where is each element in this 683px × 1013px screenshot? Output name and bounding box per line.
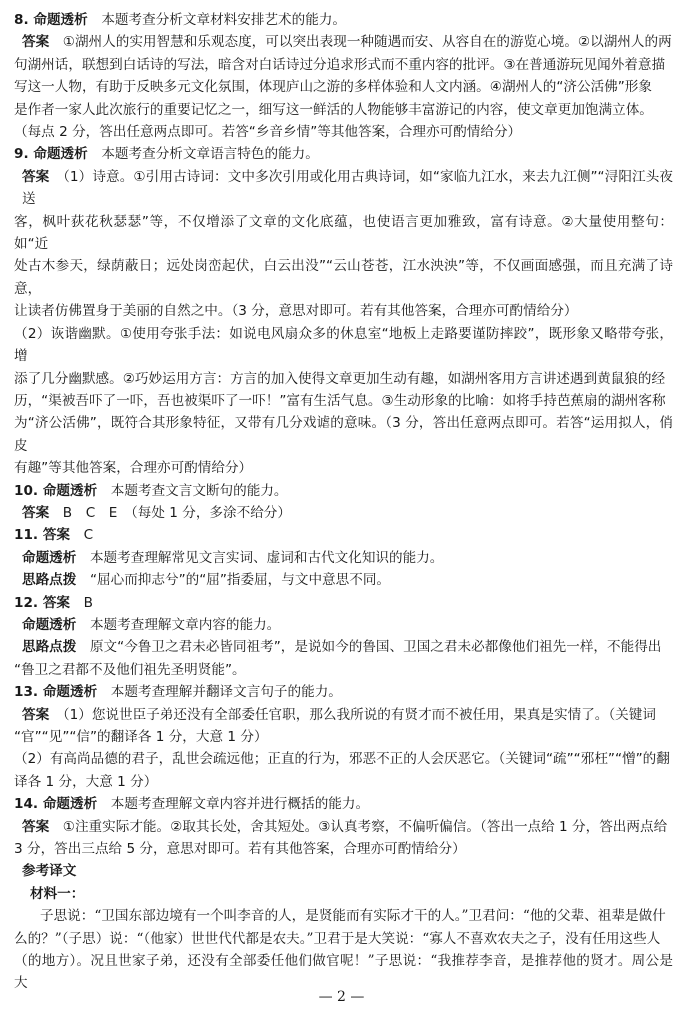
text-line <box>14 771 673 793</box>
text-line <box>14 793 673 815</box>
section-label: 答案 <box>22 34 50 51</box>
text-line <box>14 255 673 300</box>
line-text: 子思说：“卫国东部边境有一个叫李音的人，是贤能而有实际才干的人。”卫君问：“他的父辈、祖辈是做什 <box>40 908 666 925</box>
line-text: 让读者仿佛置身于美丽的自然之中。（3 分，意思对即可。若有其他答案，合理亦可酌情给分） <box>14 303 578 320</box>
section-label: 参考译文 <box>22 863 77 880</box>
text-line <box>14 681 673 703</box>
text-line <box>14 121 673 143</box>
section-label: 12. 答案 <box>14 594 71 611</box>
line-text: 本题考查理解常见文言实词、虚词和古代文化知识的能力。 <box>76 549 444 566</box>
line-text: 本题考查理解文章内容的能力。 <box>76 616 281 633</box>
text-line <box>14 99 673 121</box>
text-line <box>14 457 673 479</box>
section-label: 11. 答案 <box>14 527 71 544</box>
text-line <box>14 480 673 502</box>
section-label: 材料一： <box>30 885 85 902</box>
section-label: 答案 <box>22 706 50 723</box>
line-text: 句湖州话，联想到白话诗的写法，暗含对白话诗过分追求形式而不重内容的批评。③在普通游玩见闻外着意描 <box>14 56 666 73</box>
section-label: 8. 命题透析 <box>14 12 88 28</box>
line-text: 写这一人物，有助于反映多元文化氛围，体现庐山之游的多样体验和人文内涵。④湖州人的“济公活佛”形象 <box>14 79 652 96</box>
line-text: 3 分，答出三点给 5 分，意思对即可。若有其他答案，合理亦可酌情给分） <box>14 841 466 858</box>
text-line <box>14 883 673 905</box>
text-line <box>14 659 673 681</box>
line-text: 译各 1 分，大意 1 分） <box>14 773 158 790</box>
text-line <box>14 412 673 457</box>
text-line <box>14 31 673 53</box>
text-line <box>14 636 673 658</box>
line-text: 本题考查分析文章语言特色的能力。 <box>87 146 319 163</box>
section-label: 答案 <box>22 504 50 521</box>
section-label: 答案 <box>22 818 50 835</box>
text-line <box>14 592 673 614</box>
line-text: 本题考查理解文章内容并进行概括的能力。 <box>97 796 370 813</box>
answer-key-text <box>14 9 673 995</box>
line-text: 是作者一家人此次旅行的重要记忆之一，细写这一鲜活的人物能够丰富游记的内容，使文章更加饱满立体。 <box>14 101 653 118</box>
text-line <box>14 143 673 165</box>
section-label: 思路点拨 <box>22 572 77 589</box>
line-text: “鲁卫之君都不及他们祖先圣明贤能”。 <box>14 661 246 678</box>
line-text: “屈心而抑志兮”的“屈”指委屈，与文中意思不同。 <box>76 572 391 589</box>
line-text: （1）您说世臣子弟还没有全部委任官职，那么我所说的有贤才而不被任用，果真是实情了。（关键词 <box>49 706 656 723</box>
line-text: 原文“今鲁卫之君未必皆同祖考”，是说如今的鲁国、卫国之君未必都像他们祖先一样，不能得出 <box>76 639 662 656</box>
line-text: 么的？”（子思）说：“（他家）世世代代都是农夫。”卫君于是大笑说：“寡人不喜欢农夫之子，没有任用这些人 <box>14 930 661 947</box>
text-line <box>14 368 673 390</box>
line-text: “官”“见”“信”的翻译各 1 分，大意 1 分） <box>14 729 268 745</box>
section-label: 13. 命题透析 <box>14 684 98 701</box>
section-label: 14. 命题透析 <box>14 796 98 813</box>
text-line <box>14 748 673 770</box>
line-text: 本题考查文言文断句的能力。 <box>97 482 288 499</box>
section-label: 命题透析 <box>22 616 77 633</box>
line-text: ①注重实际才能。②取其长处，舍其短处。③认真考察，不偏听偏信。（答出一点给 1 分，答出两点给 <box>49 818 668 835</box>
line-text: （每点 2 分，答出任意两点即可。若答“乡音乡情”等其他答案，合理亦可酌情给分） <box>14 124 522 141</box>
text-line <box>14 569 673 591</box>
text-line <box>14 838 673 860</box>
section-label: 10. 命题透析 <box>14 482 98 499</box>
text-line <box>14 614 673 636</box>
text-line <box>14 726 673 748</box>
line-text: 有趣”等其他答案，合理亦可酌情给分） <box>14 460 253 477</box>
text-line <box>14 166 673 211</box>
text-line <box>14 9 673 31</box>
section-label: 思路点拨 <box>22 639 77 656</box>
line-text: B <box>70 594 93 611</box>
line-text: （2）诙谐幽默。①使用夸张手法：如说电风扇众多的休息室“地板上走路要谨防摔跤”，既形象又略带夸张，增 <box>14 325 673 365</box>
line-text: （的地方）。况且世家子弟，还没有全部委任他们做官呢！”子思说：“我推荐李音，是推荐他的贤才。周公是大 <box>14 953 673 992</box>
text-line <box>14 300 673 322</box>
text-line <box>14 905 673 927</box>
line-text: ①湖州人的实用智慧和乐观态度，可以突出表现一种随遇而安、从容自在的游览心境。②以湖州人的两 <box>49 34 672 51</box>
text-line <box>14 323 673 368</box>
section-label: 答案 <box>22 168 50 185</box>
text-line <box>14 860 673 882</box>
line-text: 本题考查理解并翻译文言句子的能力。 <box>97 684 342 701</box>
line-text: 处古木参天，绿荫蔽日；远处岗峦起伏，白云出没”“云山苍苍，江水泱泱”等，不仅画面感强，而且充满了诗意， <box>14 258 673 297</box>
text-line <box>14 211 673 256</box>
line-text: 本题考查分析文章材料安排艺术的能力。 <box>87 12 347 28</box>
line-text: C <box>70 527 94 544</box>
text-line <box>14 502 673 524</box>
text-line <box>14 524 673 546</box>
line-text: B C E （每处 1 分，多涂不给分） <box>49 504 291 521</box>
line-text: 添了几分幽默感。②巧妙运用方言：方言的加入使得文章更加生动有趣，如湖州客用方言讲述遇到黄鼠狼的经 <box>14 370 666 387</box>
text-line <box>14 547 673 569</box>
line-text: 为“济公活佛”，既符合其形象特征，又带有几分戏谑的意味。（3 分，答出任意两点即可。若答“运用拟人，俏皮 <box>14 415 673 454</box>
text-line <box>14 390 673 412</box>
section-label: 命题透析 <box>22 549 77 566</box>
section-label: 9. 命题透析 <box>14 146 88 163</box>
text-line <box>14 704 673 726</box>
text-line <box>14 76 673 98</box>
text-line <box>14 54 673 76</box>
line-text: 客，枫叶荻花秋瑟瑟”等，不仅增添了文章的文化底蕴，也使语言更加雅致，富有诗意。②大量使用整句：如“近 <box>14 213 673 253</box>
line-text: 历，“渠被吾吓了一吓，吾也被渠吓了一吓！”富有生活气息。③生动形象的比喻：如将手持芭蕉扇的湖州客称 <box>14 392 666 409</box>
text-line <box>14 816 673 838</box>
text-line <box>14 928 673 950</box>
line-text: （2）有高尚品德的君子，乱世会疏远他；正直的行为，邪恶不正的人会厌恶它。（关键词“疏”“邪枉”“憎”的翻 <box>14 751 670 768</box>
line-text: （1）诗意。①引用古诗词：文中多次引用或化用古典诗词，如“家临九江水，来去九江侧”“浔阳江头夜送 <box>22 168 673 208</box>
page-number: — 2 — <box>318 989 365 1005</box>
